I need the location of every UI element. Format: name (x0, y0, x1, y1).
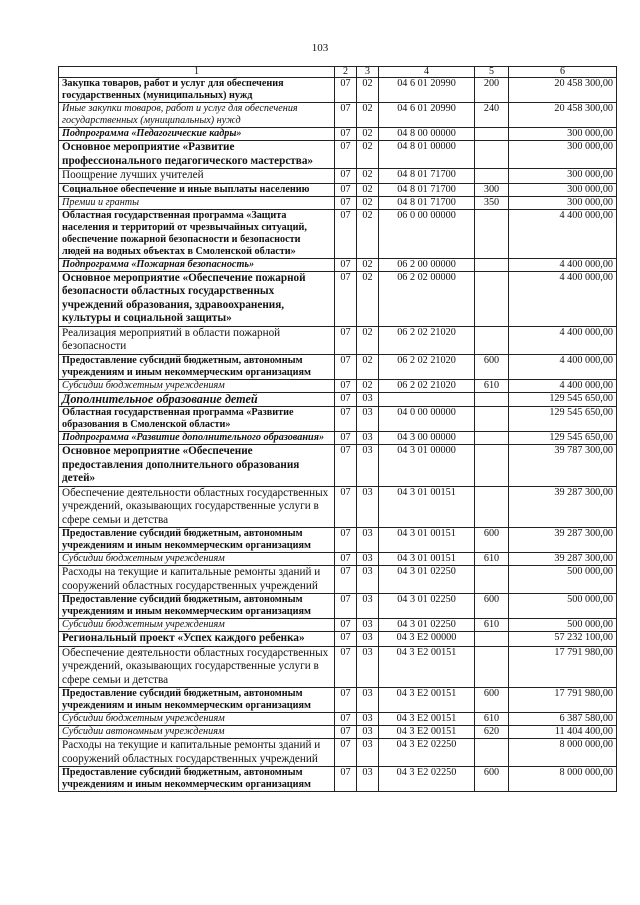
target-article-cell: 04 8 01 71700 (379, 169, 475, 184)
table-row (59, 354, 617, 379)
target-article-cell: 04 3 E2 00000 (379, 632, 475, 647)
expense-type-cell: 610 (475, 553, 509, 566)
amount-cell: 300 000,00 (509, 183, 617, 196)
row-name-cell: Субсидии бюджетным учреждениям (59, 619, 335, 632)
table-row (59, 739, 617, 767)
row-name-cell: Обеспечение деятельности областных государственных учреждений, оказывающих государственные услуги в сфере семьи и детства (59, 646, 335, 688)
expense-type-cell (475, 392, 509, 407)
subsection-code-cell: 03 (357, 619, 379, 632)
table-row (59, 594, 617, 619)
row-name-cell: Региональный проект «Успех каждого ребенка» (59, 632, 335, 647)
table-row (59, 209, 617, 258)
amount-cell: 6 387 580,00 (509, 713, 617, 726)
subsection-code-cell: 02 (357, 169, 379, 184)
subsection-code-cell: 03 (357, 566, 379, 594)
table-row (59, 553, 617, 566)
expense-type-cell (475, 739, 509, 767)
target-article-cell: 04 3 E2 00151 (379, 646, 475, 688)
row-name-cell: Областная государственная программа «Развитие образования в Смоленской области» (59, 407, 335, 432)
row-name-cell: Подпрограмма «Пожарная безопасность» (59, 258, 335, 271)
expense-type-cell (475, 432, 509, 445)
target-article-cell: 06 2 02 21020 (379, 354, 475, 379)
subsection-code-cell: 03 (357, 553, 379, 566)
budget-table-body (59, 67, 617, 792)
amount-cell: 300 000,00 (509, 196, 617, 209)
table-row (59, 632, 617, 647)
section-code-cell: 07 (335, 528, 357, 553)
table-row (59, 392, 617, 407)
expense-type-cell: 610 (475, 619, 509, 632)
target-article-cell: 04 8 01 71700 (379, 183, 475, 196)
table-row (59, 566, 617, 594)
amount-cell: 8 000 000,00 (509, 739, 617, 767)
target-article-cell: 04 3 01 00151 (379, 553, 475, 566)
section-code-cell: 07 (335, 258, 357, 271)
subsection-code-cell: 02 (357, 183, 379, 196)
subsection-code-cell: 03 (357, 632, 379, 647)
table-row (59, 528, 617, 553)
amount-cell: 20 458 300,00 (509, 78, 617, 103)
subsection-code-cell: 02 (357, 379, 379, 392)
section-code-cell: 07 (335, 632, 357, 647)
expense-type-cell: 620 (475, 726, 509, 739)
target-article-cell: 04 6 01 20990 (379, 78, 475, 103)
table-row (59, 379, 617, 392)
section-code-cell: 07 (335, 209, 357, 258)
amount-cell: 11 404 400,00 (509, 726, 617, 739)
subsection-code-cell: 03 (357, 726, 379, 739)
section-code-cell: 07 (335, 196, 357, 209)
target-article-cell: 04 3 E2 00151 (379, 726, 475, 739)
column-header: 6 (509, 67, 617, 78)
section-code-cell: 07 (335, 566, 357, 594)
section-code-cell: 07 (335, 271, 357, 326)
subsection-code-cell: 03 (357, 445, 379, 487)
amount-cell: 39 287 300,00 (509, 528, 617, 553)
table-row (59, 432, 617, 445)
amount-cell: 17 791 980,00 (509, 646, 617, 688)
row-name-cell: Субсидии бюджетным учреждениям (59, 379, 335, 392)
row-name-cell: Основное мероприятие «Развитие профессионального педагогического мастерства» (59, 141, 335, 169)
target-article-cell: 04 3 01 00151 (379, 528, 475, 553)
column-header: 3 (357, 67, 379, 78)
row-name-cell: Подпрограмма «Педагогические кадры» (59, 128, 335, 141)
subsection-code-cell: 02 (357, 354, 379, 379)
subsection-code-cell: 03 (357, 486, 379, 528)
target-article-cell: 04 3 01 02250 (379, 566, 475, 594)
row-name-cell: Предоставление субсидий бюджетным, автономным учреждениям и иным некоммерческим организациям (59, 594, 335, 619)
table-row (59, 183, 617, 196)
table-row (59, 407, 617, 432)
row-name-cell: Реализация мероприятий в области пожарной безопасности (59, 326, 335, 354)
amount-cell: 39 287 300,00 (509, 486, 617, 528)
amount-cell: 500 000,00 (509, 594, 617, 619)
amount-cell: 4 400 000,00 (509, 379, 617, 392)
section-code-cell: 07 (335, 128, 357, 141)
subsection-code-cell: 02 (357, 103, 379, 128)
section-code-cell: 07 (335, 739, 357, 767)
subsection-code-cell: 02 (357, 78, 379, 103)
table-row (59, 141, 617, 169)
amount-cell: 4 400 000,00 (509, 209, 617, 258)
row-name-cell: Обеспечение деятельности областных государственных учреждений, оказывающих государственные услуги в сфере семьи и детства (59, 486, 335, 528)
target-article-cell: 06 0 00 00000 (379, 209, 475, 258)
amount-cell: 57 232 100,00 (509, 632, 617, 647)
row-name-cell: Основное мероприятие «Обеспечение пожарной безопасности областных государственных учреждений образования, здравоохранения, культуры и социальной защиты» (59, 271, 335, 326)
target-article-cell: 04 3 01 02250 (379, 619, 475, 632)
amount-cell: 39 787 300,00 (509, 445, 617, 487)
target-article-cell (379, 392, 475, 407)
column-header: 5 (475, 67, 509, 78)
section-code-cell: 07 (335, 594, 357, 619)
amount-cell: 300 000,00 (509, 169, 617, 184)
row-name-cell: Предоставление субсидий бюджетным, автономным учреждениям и иным некоммерческим организациям (59, 767, 335, 792)
section-code-cell: 07 (335, 553, 357, 566)
expense-type-cell: 240 (475, 103, 509, 128)
section-code-cell: 07 (335, 688, 357, 713)
section-code-cell: 07 (335, 619, 357, 632)
row-name-cell: Предоставление субсидий бюджетным, автономным учреждениям и иным некоммерческим организациям (59, 354, 335, 379)
amount-cell: 4 400 000,00 (509, 271, 617, 326)
target-article-cell: 06 2 00 00000 (379, 258, 475, 271)
section-code-cell: 07 (335, 169, 357, 184)
expense-type-cell: 600 (475, 354, 509, 379)
expense-type-cell: 610 (475, 713, 509, 726)
table-row (59, 326, 617, 354)
expense-type-cell (475, 646, 509, 688)
section-code-cell: 07 (335, 392, 357, 407)
subsection-code-cell: 03 (357, 392, 379, 407)
expense-type-cell: 350 (475, 196, 509, 209)
table-row (59, 726, 617, 739)
subsection-code-cell: 03 (357, 528, 379, 553)
column-number-row (59, 67, 617, 78)
expense-type-cell (475, 271, 509, 326)
row-name-cell: Подпрограмма «Развитие дополнительного образования» (59, 432, 335, 445)
subsection-code-cell: 03 (357, 646, 379, 688)
amount-cell: 8 000 000,00 (509, 767, 617, 792)
section-code-cell: 07 (335, 767, 357, 792)
expense-type-cell (475, 326, 509, 354)
row-name-cell: Субсидии бюджетным учреждениям (59, 713, 335, 726)
expense-type-cell (475, 169, 509, 184)
subsection-code-cell: 03 (357, 739, 379, 767)
subsection-code-cell: 02 (357, 128, 379, 141)
row-name-cell: Субсидии бюджетным учреждениям (59, 553, 335, 566)
table-row (59, 128, 617, 141)
section-code-cell: 07 (335, 713, 357, 726)
section-code-cell: 07 (335, 326, 357, 354)
amount-cell: 4 400 000,00 (509, 258, 617, 271)
subsection-code-cell: 02 (357, 326, 379, 354)
section-code-cell: 07 (335, 103, 357, 128)
expense-type-cell (475, 486, 509, 528)
row-name-cell: Иные закупки товаров, работ и услуг для обеспечения государственных (муниципальных) нужд (59, 103, 335, 128)
table-row (59, 258, 617, 271)
row-name-cell: Дополнительное образование детей (59, 392, 335, 407)
subsection-code-cell: 03 (357, 432, 379, 445)
section-code-cell: 07 (335, 432, 357, 445)
subsection-code-cell: 02 (357, 196, 379, 209)
row-name-cell: Поощрение лучших учителей (59, 169, 335, 184)
row-name-cell: Расходы на текущие и капитальные ремонты зданий и сооружений областных государственных учреждений (59, 566, 335, 594)
expense-type-cell: 600 (475, 767, 509, 792)
subsection-code-cell: 02 (357, 141, 379, 169)
expense-type-cell: 610 (475, 379, 509, 392)
target-article-cell: 04 3 00 00000 (379, 432, 475, 445)
subsection-code-cell: 03 (357, 767, 379, 792)
table-row (59, 619, 617, 632)
page-number: 103 (311, 42, 329, 54)
expense-type-cell (475, 566, 509, 594)
amount-cell: 129 545 650,00 (509, 392, 617, 407)
target-article-cell: 04 3 E2 02250 (379, 767, 475, 792)
amount-cell: 300 000,00 (509, 128, 617, 141)
row-name-cell: Предоставление субсидий бюджетным, автономным учреждениям и иным некоммерческим организациям (59, 528, 335, 553)
row-name-cell: Областная государственная программа «Защита населения и территорий от чрезвычайных ситуаций, обеспечение пожарной безопасности и безопасности людей на водных объектах в Смоленской области» (59, 209, 335, 258)
row-name-cell: Субсидии автономным учреждениям (59, 726, 335, 739)
row-name-cell: Закупка товаров, работ и услуг для обеспечения государственных (муниципальных) нужд (59, 78, 335, 103)
table-row (59, 486, 617, 528)
target-article-cell: 04 6 01 20990 (379, 103, 475, 128)
table-row (59, 196, 617, 209)
section-code-cell: 07 (335, 183, 357, 196)
section-code-cell: 07 (335, 78, 357, 103)
expense-type-cell (475, 209, 509, 258)
subsection-code-cell: 03 (357, 688, 379, 713)
expense-type-cell: 600 (475, 528, 509, 553)
table-row (59, 767, 617, 792)
target-article-cell: 04 3 01 00000 (379, 445, 475, 487)
row-name-cell: Социальное обеспечение и иные выплаты населению (59, 183, 335, 196)
section-code-cell: 07 (335, 486, 357, 528)
row-name-cell: Основное мероприятие «Обеспечение предоставления дополнительного образования детей» (59, 445, 335, 487)
expense-type-cell: 600 (475, 594, 509, 619)
section-code-cell: 07 (335, 726, 357, 739)
section-code-cell: 07 (335, 445, 357, 487)
table-row (59, 103, 617, 128)
table-row (59, 78, 617, 103)
amount-cell: 17 791 980,00 (509, 688, 617, 713)
expense-type-cell (475, 128, 509, 141)
target-article-cell: 04 3 E2 02250 (379, 739, 475, 767)
table-row (59, 713, 617, 726)
target-article-cell: 06 2 02 21020 (379, 379, 475, 392)
amount-cell: 129 545 650,00 (509, 407, 617, 432)
row-name-cell: Предоставление субсидий бюджетным, автономным учреждениям и иным некоммерческим организациям (59, 688, 335, 713)
amount-cell: 4 400 000,00 (509, 354, 617, 379)
column-header: 2 (335, 67, 357, 78)
subsection-code-cell: 03 (357, 713, 379, 726)
target-article-cell: 04 3 E2 00151 (379, 688, 475, 713)
target-article-cell: 04 8 01 71700 (379, 196, 475, 209)
expense-type-cell: 300 (475, 183, 509, 196)
amount-cell: 300 000,00 (509, 141, 617, 169)
table-row (59, 646, 617, 688)
table-row (59, 688, 617, 713)
section-code-cell: 07 (335, 407, 357, 432)
expense-type-cell (475, 632, 509, 647)
section-code-cell: 07 (335, 646, 357, 688)
section-code-cell: 07 (335, 141, 357, 169)
expense-type-cell: 200 (475, 78, 509, 103)
subsection-code-cell: 02 (357, 209, 379, 258)
budget-table (58, 66, 617, 792)
expense-type-cell (475, 445, 509, 487)
target-article-cell: 04 3 01 00151 (379, 486, 475, 528)
target-article-cell: 06 2 02 00000 (379, 271, 475, 326)
target-article-cell: 04 3 01 02250 (379, 594, 475, 619)
section-code-cell: 07 (335, 379, 357, 392)
amount-cell: 500 000,00 (509, 619, 617, 632)
subsection-code-cell: 02 (357, 258, 379, 271)
column-header: 4 (379, 67, 475, 78)
amount-cell: 129 545 650,00 (509, 432, 617, 445)
target-article-cell: 04 8 00 00000 (379, 128, 475, 141)
target-article-cell: 04 8 01 00000 (379, 141, 475, 169)
subsection-code-cell: 03 (357, 407, 379, 432)
amount-cell: 39 287 300,00 (509, 553, 617, 566)
subsection-code-cell: 02 (357, 271, 379, 326)
target-article-cell: 06 2 02 21020 (379, 326, 475, 354)
table-row (59, 445, 617, 487)
column-header: 1 (59, 67, 335, 78)
table-row (59, 169, 617, 184)
amount-cell: 500 000,00 (509, 566, 617, 594)
expense-type-cell: 600 (475, 688, 509, 713)
table-row (59, 271, 617, 326)
expense-type-cell (475, 407, 509, 432)
subsection-code-cell: 03 (357, 594, 379, 619)
row-name-cell: Расходы на текущие и капитальные ремонты зданий и сооружений областных государственных учреждений (59, 739, 335, 767)
amount-cell: 4 400 000,00 (509, 326, 617, 354)
target-article-cell: 04 3 E2 00151 (379, 713, 475, 726)
expense-type-cell (475, 258, 509, 271)
expense-type-cell (475, 141, 509, 169)
target-article-cell: 04 0 00 00000 (379, 407, 475, 432)
row-name-cell: Премии и гранты (59, 196, 335, 209)
amount-cell: 20 458 300,00 (509, 103, 617, 128)
section-code-cell: 07 (335, 354, 357, 379)
